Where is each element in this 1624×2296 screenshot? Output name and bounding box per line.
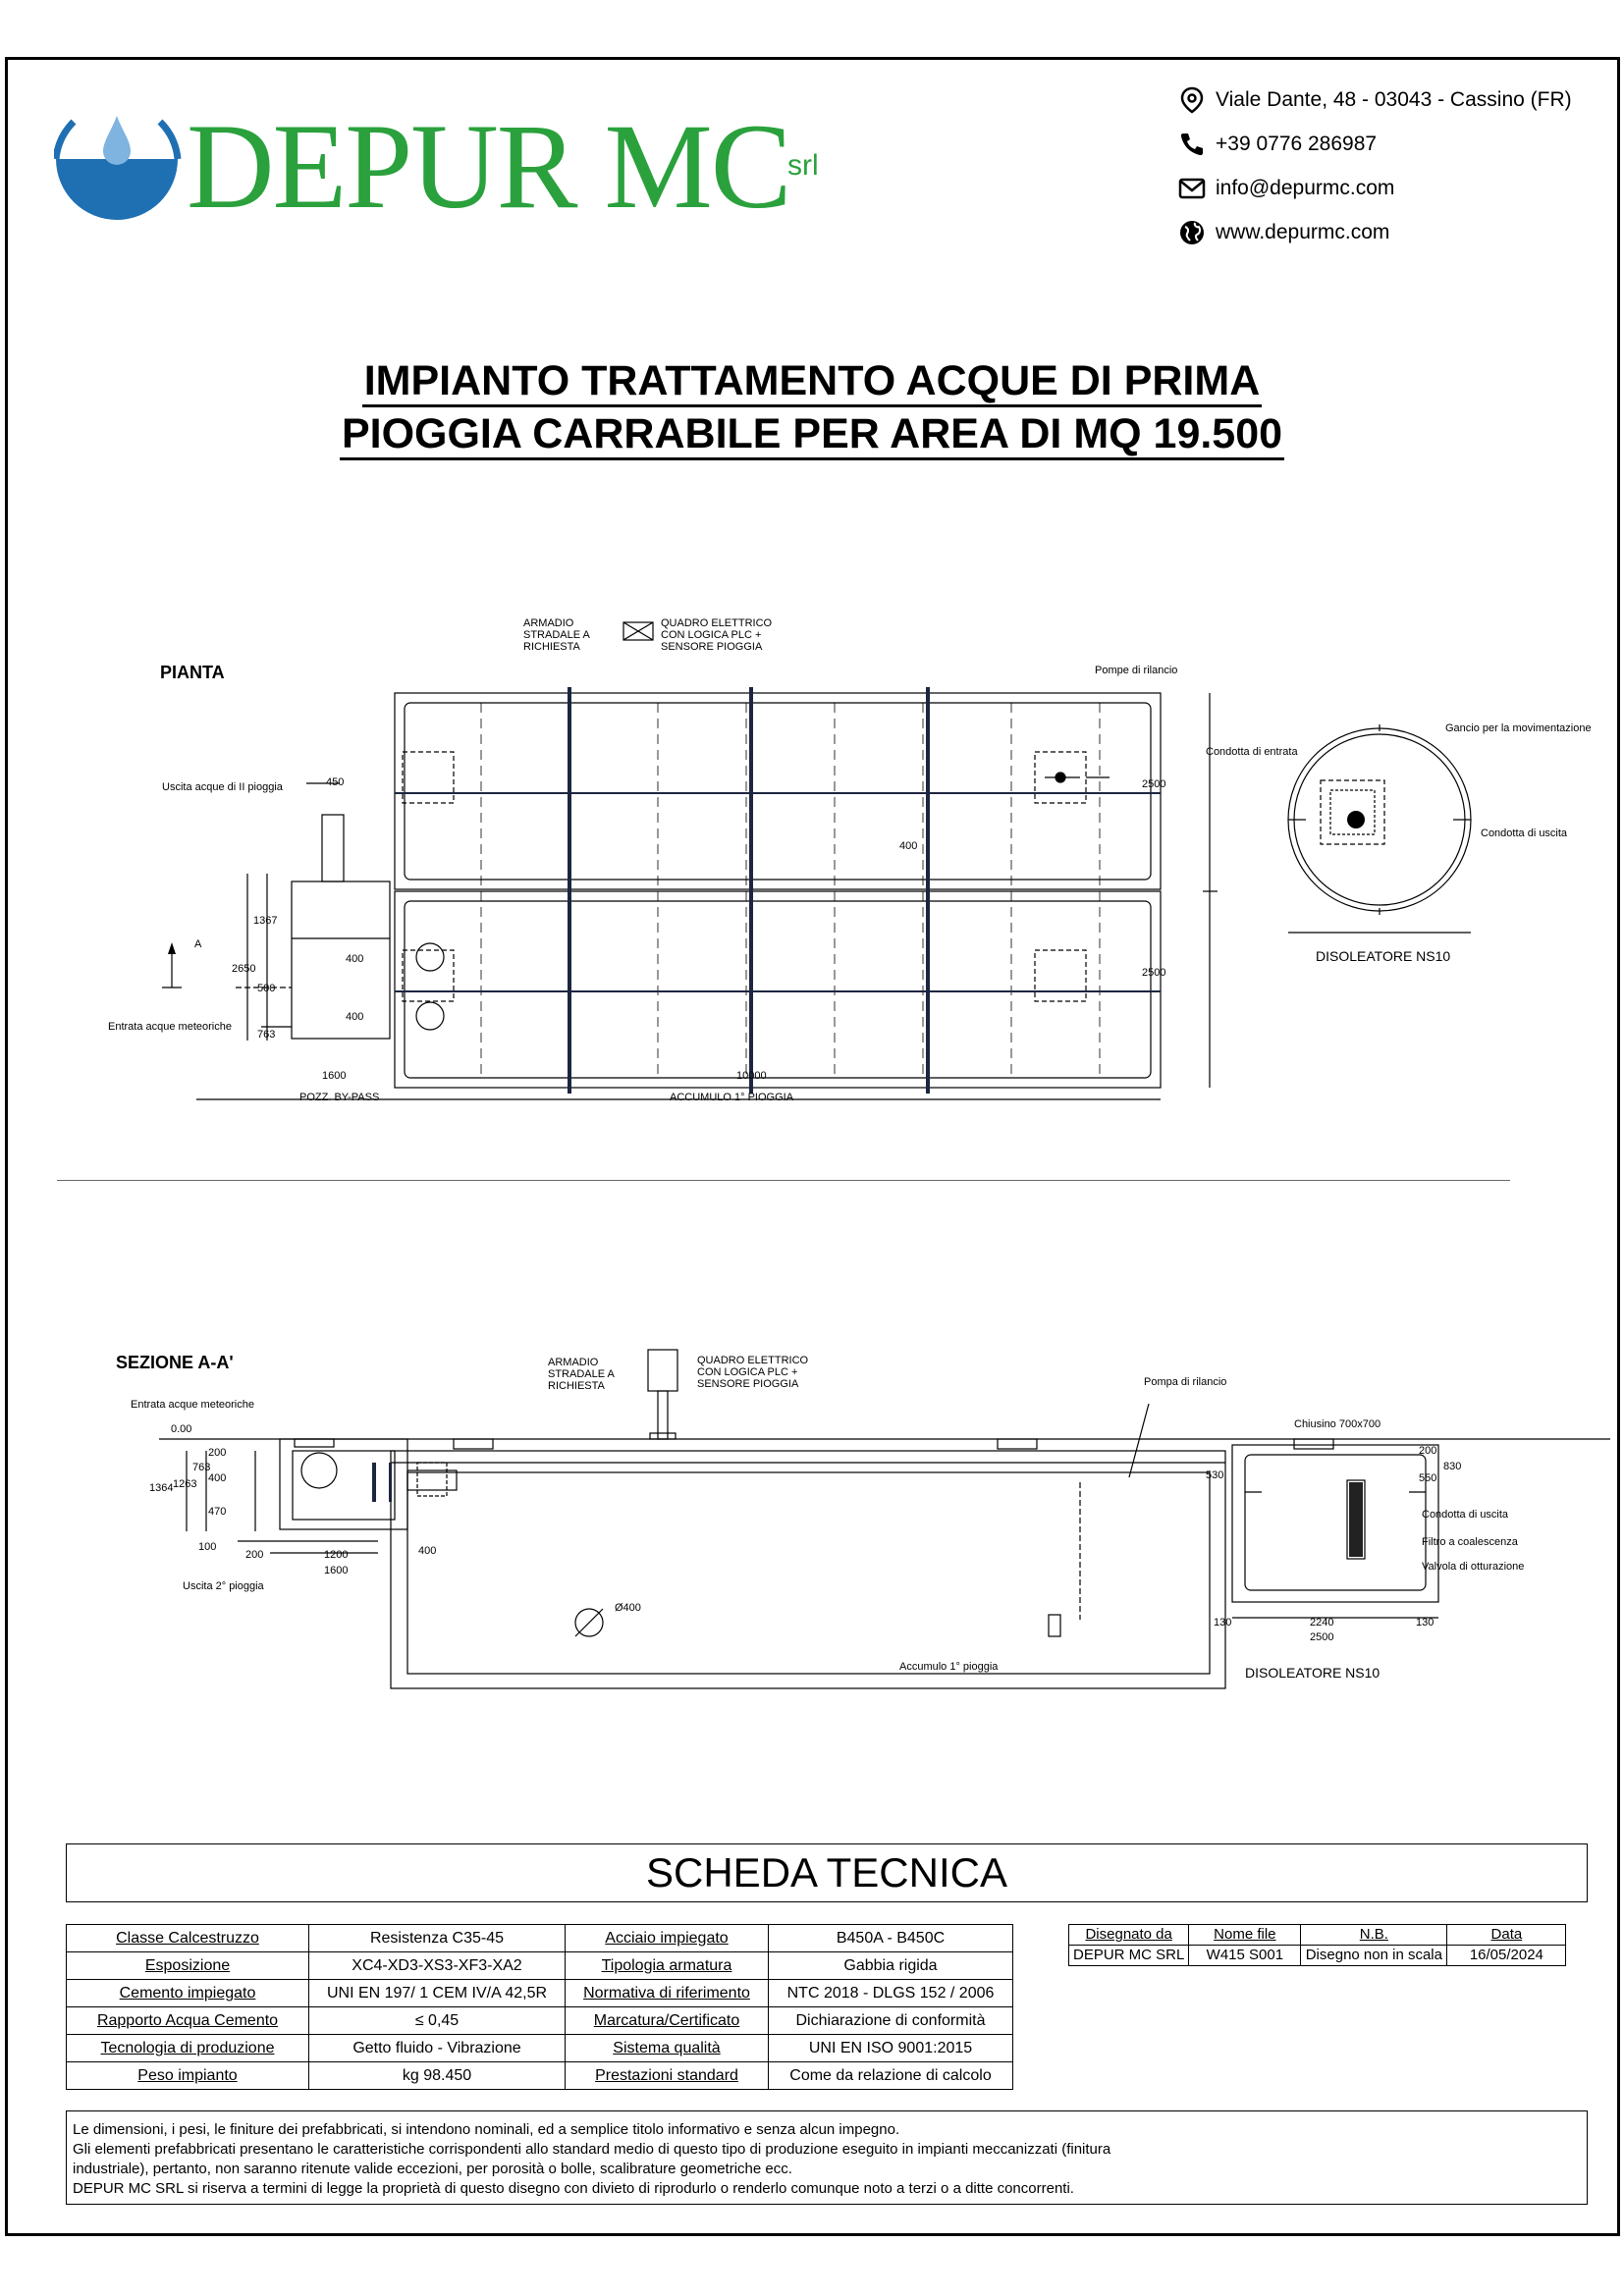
spec-table [66,1924,1013,2090]
disclaimer-box [66,2110,1588,2205]
dim-130-b: 130 [1416,1617,1435,1629]
spec-key: Sistema qualità [566,2035,769,2062]
gancio-label: Gancio per la movimentazione [1445,722,1592,734]
spec-key: Tipologia armatura [566,1952,769,1980]
sezione-uscita-label: Uscita 2° pioggia [183,1580,264,1592]
meta-header: N.B. [1301,1925,1447,1946]
contact-address [1178,86,1572,114]
contact-email [1178,175,1394,202]
sezione-quadro-label: QUADRO ELETTRICO CON LOGICA PLC + SENSORE PIOGGIA [697,1355,809,1390]
sezione-accumulo-label: Accumulo 1° pioggia [899,1661,999,1673]
logo-drop-icon [54,108,182,222]
dim-2500-a: 2500 [1142,778,1166,790]
chiusino-label: Chiusino 700x700 [1294,1418,1381,1430]
spec-key: Normativa di riferimento [566,1980,769,2007]
dim-400-c: 400 [899,840,918,852]
dim-450: 450 [326,776,345,788]
spec-key: Esposizione [67,1952,309,1980]
spec-row [67,1925,1013,1952]
valvola-label: Valvola di otturazione [1422,1561,1525,1573]
pianta-entrata-label: Entrata acque meteoriche [108,1021,232,1033]
dim-400-a: 400 [346,953,364,965]
dim-100: 100 [198,1541,217,1553]
spec-row [67,1980,1013,2007]
dim-763: 763 [257,1029,276,1041]
spec-key: Prestazioni standard [566,2062,769,2090]
disclaimer-line: Le dimensioni, i pesi, le finiture dei prefabbricati, si intendono nominali, ed a semplice titolo informativo e senza alcun impegno. [73,2121,900,2138]
dim-400-b: 400 [346,1011,364,1023]
spec-value: UNI EN ISO 9001:2015 [769,2035,1013,2062]
spec-value: Dichiarazione di conformità [769,2007,1013,2035]
title-line-2: PIOGGIA CARRABILE PER AREA DI MQ 19.500 [0,408,1624,459]
dim-400-s-a: 400 [208,1472,227,1484]
meta-value: Disegno non in scala [1301,1946,1447,1966]
website-text: www.depurmc.com [1216,221,1390,243]
dim-1200: 1200 [324,1549,349,1561]
spec-value: Come da relazione di calcolo [769,2062,1013,2090]
logo-suffix: srl [787,149,819,182]
spec-row [67,2035,1013,2062]
spec-value: UNI EN 197/ 1 CEM IV/A 42,5R [309,1980,566,2007]
dim-830: 830 [1443,1461,1462,1472]
phone-text: +39 0776 286987 [1216,133,1378,155]
scheda-title: SCHEDA TECNICA [66,1843,1588,1902]
dim-2650: 2650 [232,963,256,975]
section-divider [57,1180,1510,1181]
sezione-label: SEZIONE A-A' [116,1353,234,1372]
dim-1263: 1263 [173,1478,197,1490]
spec-row [67,2062,1013,2090]
dim-500: 500 [257,983,276,994]
dim-2500-b: 2500 [1142,967,1166,979]
pianta-drawing [98,609,1620,1119]
spec-value: ≤ 0,45 [309,2007,566,2035]
spec-key: Acciaio impiegato [566,1925,769,1952]
sezione-entrata-label: Entrata acque meteoriche [131,1399,254,1411]
sezione-drawing [98,1345,1620,1698]
dim-200-a: 200 [208,1447,227,1459]
contact-website [1178,219,1389,246]
disoleatore-section-label: DISOLEATORE NS10 [1245,1665,1380,1681]
dim-000: 0.00 [171,1423,192,1435]
sezione-armadio-label: ARMADIO STRADALE A RICHIESTA [548,1357,615,1392]
accumulo-label: ACCUMULO 1° PIOGGIA [670,1092,794,1103]
spec-key: Classe Calcestruzzo [67,1925,309,1952]
meta-value: DEPUR MC SRL [1069,1946,1189,1966]
pianta-quadro-label: QUADRO ELETTRICO CON LOGICA PLC + SENSORE PIOGGIA [661,617,773,653]
address-text: Viale Dante, 48 - 03043 - Cassino (FR) [1216,88,1572,111]
spec-value: Getto fluido - Vibrazione [309,2035,566,2062]
spec-key: Peso impianto [67,2062,309,2090]
filtro-label: Filtro a coalescenza [1422,1536,1518,1548]
email-text: info@depurmc.com [1216,177,1395,199]
phone-icon [1178,131,1206,158]
contact-phone [1178,131,1377,158]
dim-530: 530 [1206,1469,1224,1481]
spec-key: Marcatura/Certificato [566,2007,769,2035]
dim-200-b: 200 [245,1549,264,1561]
dim-130-a: 130 [1214,1617,1232,1629]
spec-value: B450A - B450C [769,1925,1013,1952]
pianta-label: PIANTA [160,663,225,682]
dim-470: 470 [208,1506,227,1518]
spec-value: NTC 2018 - DLGS 152 / 2006 [769,1980,1013,2007]
email-icon [1178,175,1206,202]
pianta-armadio-label: ARMADIO STRADALE A RICHIESTA [523,617,590,653]
globe-icon [1178,219,1206,246]
pozz-label: POZZ. BY-PASS [299,1092,380,1103]
dim-763-s: 763 [192,1462,211,1473]
spec-value: Resistenza C35-45 [309,1925,566,1952]
meta-header: Nome file [1189,1925,1301,1946]
condotta-uscita-label: Condotta di uscita [1481,828,1568,839]
meta-header: Data [1447,1925,1566,1946]
dim-10000: 10000 [736,1070,767,1082]
dim-550: 550 [1419,1472,1437,1484]
dim-400-s-b: 400 [418,1545,437,1557]
disclaimer-line: Gli elementi prefabbricati presentano le caratteristiche corrispondenti allo standard medio di questo tipo di produzione eseguito in impianti meccanizzati (finitura [73,2141,1111,2158]
pianta-pompe-label: Pompe di rilancio [1095,665,1178,676]
meta-value: 16/05/2024 [1447,1946,1566,1966]
sezione-condotta-uscita-label: Condotta di uscita [1422,1509,1509,1521]
location-pin-icon [1178,86,1206,114]
pianta-uscita-label: Uscita acque di II pioggia [162,781,283,793]
disclaimer-line: DEPUR MC SRL si riserva a termini di legge la proprietà di questo disegno con divieto di riprodurlo o renderlo comunque noto a terzi o a ditte concorrenti. [73,2180,1074,2197]
spec-row [67,2007,1013,2035]
dim-200-c: 200 [1419,1445,1437,1457]
spec-key: Tecnologia di produzione [67,2035,309,2062]
spec-key: Cemento impiegato [67,1980,309,2007]
spec-row [67,1952,1013,1980]
dim-1600-s: 1600 [324,1565,349,1576]
disclaimer-line: industriale), pertanto, non saranno ritenute valide eccezioni, per porosità o bolle, scalibrature geometriche ecc. [73,2161,792,2177]
dim-1367: 1367 [253,915,278,927]
condotta-entrata-label: Condotta di entrata [1206,746,1298,758]
dim-2240: 2240 [1310,1617,1334,1629]
title-line-1: IMPIANTO TRATTAMENTO ACQUE DI PRIMA [0,355,1624,406]
meta-header: Disegnato da [1069,1925,1189,1946]
spec-value: XC4-XD3-XS3-XF3-XA2 [309,1952,566,1980]
logo-wordmark: DEPUR MC [187,99,790,234]
dim-1600: 1600 [322,1070,347,1082]
sezione-pompa-label: Pompa di rilancio [1144,1376,1227,1388]
spec-key: Rapporto Acqua Cemento [67,2007,309,2035]
dim-1364: 1364 [149,1482,174,1494]
meta-table [1068,1924,1566,1966]
dim-phi400: Ø400 [615,1602,641,1614]
pianta-arrow-a: A [194,938,202,950]
meta-value: W415 S001 [1189,1946,1301,1966]
spec-value: Gabbia rigida [769,1952,1013,1980]
disoleatore-plan-label: DISOLEATORE NS10 [1316,948,1451,964]
spec-value: kg 98.450 [309,2062,566,2090]
dim-2500-s: 2500 [1310,1631,1334,1643]
